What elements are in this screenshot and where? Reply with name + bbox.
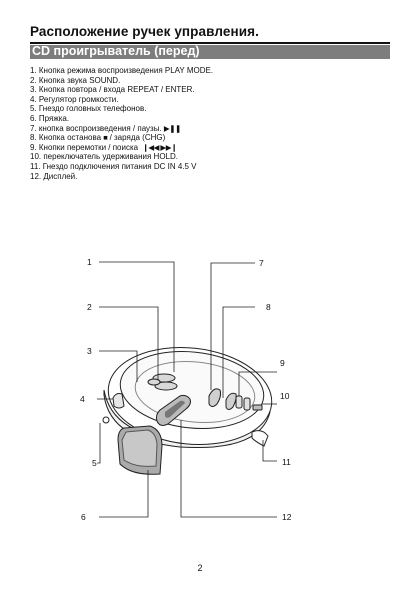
list-item: 9. Кнопки перемотки / поиска ❙◀◀ ▶▶❙	[30, 142, 177, 152]
callout-label: 11	[282, 457, 291, 467]
callout-label: 3	[87, 346, 92, 356]
callout-label: 7	[259, 258, 264, 268]
hold-switch	[253, 405, 262, 410]
play-pause-icon: ▶❚❚	[163, 123, 181, 133]
callout-label: 12	[282, 512, 292, 522]
dc-in-jack	[252, 431, 268, 446]
list-item: 10. переключатель удерживания HOLD.	[30, 152, 178, 162]
callout-label: 10	[280, 391, 290, 401]
callout-label: 9	[280, 358, 285, 368]
callout-label: 1	[87, 257, 92, 267]
skip-button-back	[236, 396, 242, 408]
list-item: 4. Регулятор громкости.	[30, 94, 119, 104]
leader-6	[99, 470, 148, 517]
list-item: 5. Гнездо головных телефонов.	[30, 104, 147, 114]
headphone-jack	[103, 417, 109, 423]
callout-label: 6	[81, 512, 86, 522]
list-item: 6. Пряжка.	[30, 113, 70, 123]
callout-label: 8	[266, 302, 271, 312]
callout-label: 5	[92, 458, 97, 468]
volume-dial	[113, 394, 124, 409]
section-title: CD проигрыватель (перед)	[32, 44, 200, 58]
stop-icon: ■	[103, 133, 108, 143]
cd-player-illustration	[103, 340, 277, 475]
page-title: Расположение ручек управления.	[30, 24, 259, 39]
list-item: 12. Дисплей.	[30, 171, 78, 181]
callout-label: 2	[87, 302, 92, 312]
list-item: 7. кнопка воспроизведения / паузы. ▶❚❚	[30, 123, 181, 133]
page-number: 2	[197, 563, 203, 573]
list-item: 8. Кнопка останова ■ / заряда (CHG)	[30, 133, 166, 143]
list-item: 1. Кнопка режима воспроизведения PLAY MODE.	[30, 66, 214, 75]
list-item: 11. Гнездо подключения питания DC IN 4.5 V	[30, 161, 197, 171]
list-item: 3. Кнопка повтора / входа REPEAT / ENTER.	[30, 85, 195, 95]
skip-icons: ❙◀◀ ▶▶❙	[142, 142, 177, 152]
skip-button-forward	[244, 398, 250, 410]
list-item: 2. Кнопка звука SOUND.	[30, 75, 121, 85]
leader-5	[97, 423, 100, 463]
callout-label: 4	[80, 394, 85, 404]
